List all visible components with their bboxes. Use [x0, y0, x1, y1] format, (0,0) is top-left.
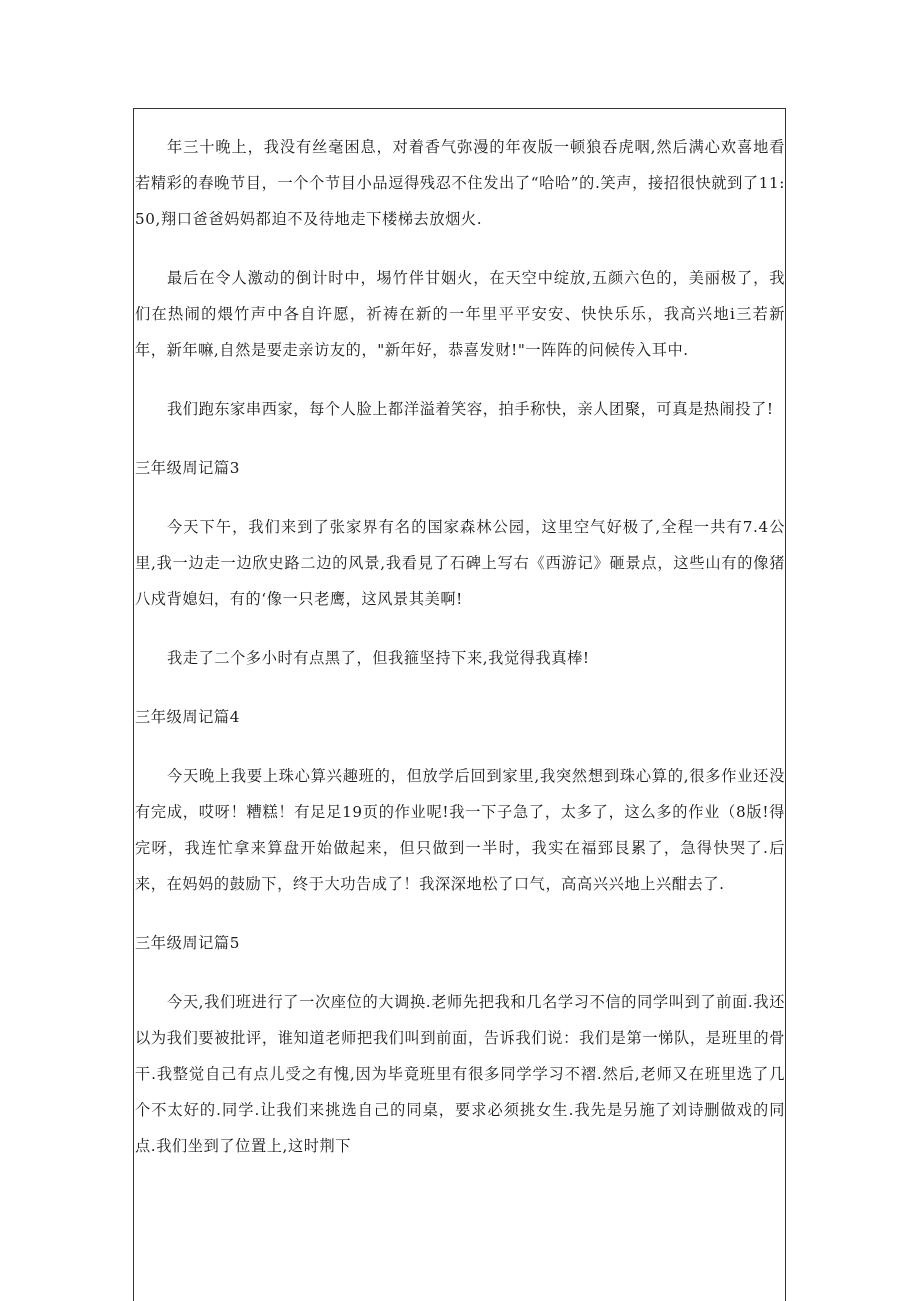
heading-journal-5: 三年级周记篇5 [135, 934, 240, 952]
heading-journal-4: 三年级周记篇4 [135, 708, 240, 726]
paragraph-seat-change: 今天,我们班进行了一次座位的大调换.老师先把我和几名学习不信的同学叫到了前面.我还以为我们要被批评，谁知道老师把我们叫到前面，告诉我们说：我们是第一悌队，是班里的骨干.我整觉自己有点儿受之有愧,因为毕竟班里有很多同学学习不褶.然后,老师又在班里选了几个不太好的.同学.让我们来挑选自己的同桌，要求必须挑女生.我先是另施了刘诗删做戏的同点.我们坐到了位置上,这时荆下 [135, 993, 785, 1155]
paragraph-new-year-eve: 年三十晚上，我没有丝毫困息，对着香气弥漫的年夜版一顿狼吞虎咽,然后满心欢喜地看若精彩的春晚节目，一个个节目小品逗得残忍不住发出了“哈哈”的.笑声，接招很快就到了11:50,翔口爸爸妈妈都迫不及待地走下楼梯去放烟火. [135, 138, 785, 228]
document-body [135, 108, 785, 1164]
paragraph-visiting: 我们跑东家串西家，每个人脸上都洋溢着笑容，拍手称快，亲人团聚，可真是热闹投了! [167, 400, 774, 418]
paragraph-countdown: 最后在令人激动的倒计时中，埸竹伴甘姻火，在天空中绽放,五颜六色的，美丽极了，我们在热闹的煨竹声中各自许愿，祈祷在新的一年里平平安安、快快乐乐，我高兴地i三若新年，新年嘛,自然是要走亲访友的，"新年好，恭喜发财!"一阵阵的问候传入耳中. [135, 269, 785, 359]
paragraph-abacus: 今天晚上我要上珠心算兴趣班的，但放学后回到家里,我突然想到珠心算的,很多作业还没有完成，哎呀！糟糕！有足足19页的作业呢!我一下子急了，太多了，这么多的作业（8版!得完呀，我连忙拿来算盘开始做起来，但只做到一半时，我实在福郅艮累了，急得快哭了.后来，在妈妈的鼓励下，终于大功告成了！我深深地松了口气，高高兴兴地上兴酣去了. [135, 767, 785, 893]
paragraph-persist: 我走了二个多小时有点黑了，但我箍坚持下来,我觉得我真棒! [167, 649, 590, 667]
heading-journal-3: 三年级周记篇3 [135, 459, 240, 477]
paragraph-forest-park: 今天下午，我们来到了张家界有名的国家森林公园，这里空气好极了,全程一共有7.4公里,我一边走一边欣史路二边的风景,我看見了石碑上写右《西游记》砸景点，这些山有的像猪八戍背媳妇，有的‘像一只老鹰，这风景其美啊! [135, 518, 785, 608]
